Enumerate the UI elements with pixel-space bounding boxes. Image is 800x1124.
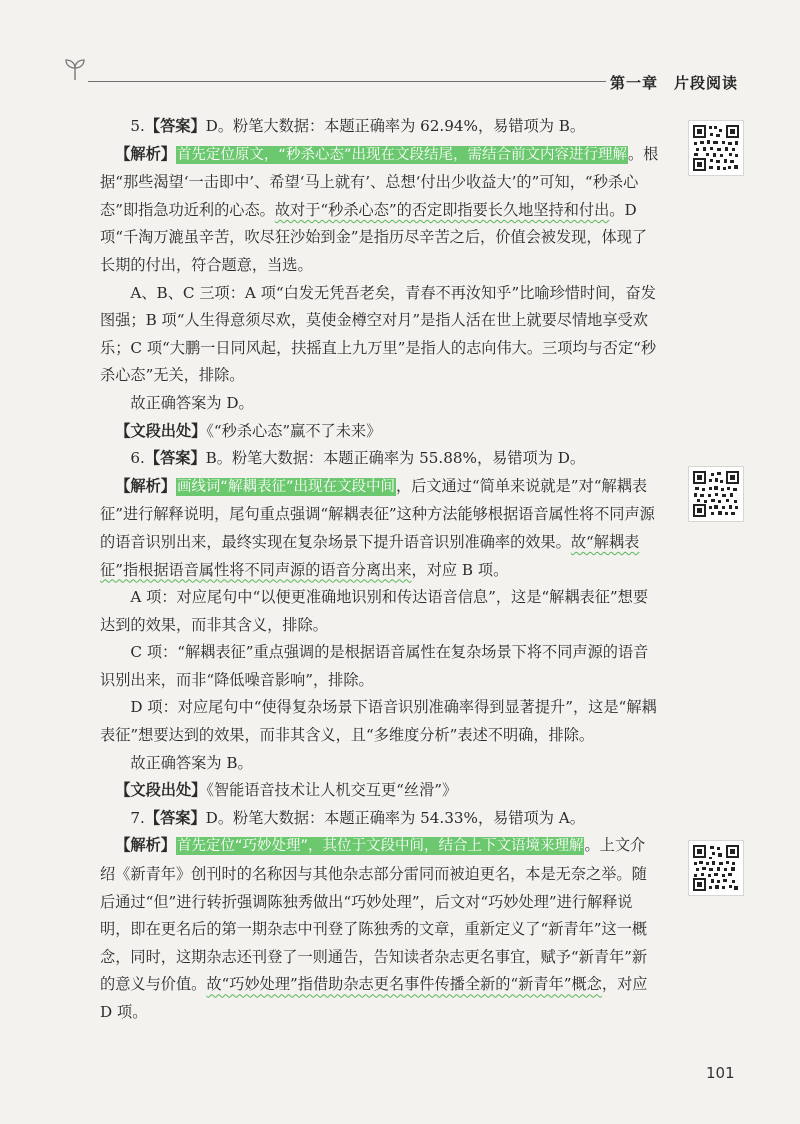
analysis-label: 【解析】 bbox=[115, 144, 176, 163]
analysis-paragraph bbox=[100, 141, 660, 280]
answer-line bbox=[100, 113, 660, 141]
page-header bbox=[0, 0, 800, 100]
sprout-icon bbox=[64, 56, 86, 82]
source-label: 【文段出处】 bbox=[115, 781, 207, 800]
question-number: 7. bbox=[130, 808, 145, 827]
key-sentence: 故对于“秒杀心态”的否定即指要长久地坚持和付出 bbox=[274, 200, 610, 219]
analysis-text: 。D 项“千淘万漉虽辛苦，吹尽狂沙始到金”是指历尽辛苦之后，价值会被发现，体现了长期的付出，符合题意，当选。 bbox=[100, 200, 648, 274]
source-label: 【文段出处】 bbox=[115, 421, 207, 440]
qr-code-icon[interactable] bbox=[688, 120, 744, 176]
source-text: 《“秒杀心态”赢不了未来》 bbox=[206, 421, 382, 440]
analysis-text: 。上文介绍《新青年》创刊时的名称因与其他杂志部分雷同而被迫更名，本是无奈之举。随后通过“但”进行转折强调陈独秀做出“巧妙处理”，后文对“巧妙处理”进行解释说明，即在更名后的第一期杂志中刊登了陈独秀的文章，重新定义了“新青年”这一概念，同时，这期杂志还刊登了一则通告，告知读者杂志更名事宜，赋予“新青年”新的意义与价值。 bbox=[100, 836, 648, 994]
answer-line bbox=[100, 805, 660, 833]
analysis-highlight: 首先定位“巧妙处理”，其位于文段中间，结合上下文语境来理解 bbox=[176, 838, 584, 855]
analysis-paragraph bbox=[100, 473, 660, 584]
analysis-label: 【解析】 bbox=[115, 836, 176, 855]
header-rule bbox=[88, 81, 606, 82]
conclusion: 故正确答案为 B。 bbox=[130, 753, 253, 772]
chapter-heading bbox=[610, 72, 738, 93]
key-sentence: 故“巧妙处理”指借助杂志更名事件传播全新的“新青年”概念 bbox=[206, 975, 602, 994]
qr-code-icon[interactable] bbox=[688, 466, 744, 522]
answer-label: 【答案】 bbox=[144, 808, 206, 827]
section-title: 片段阅读 bbox=[674, 74, 739, 92]
source-text: 《智能语音技术让人机交互更“丝滑”》 bbox=[206, 781, 458, 800]
option-analysis-paragraph: A、B、C 三项：A 项“白发无凭吾老矣，青春不再汝知乎”比喻珍惜时间，奋发图强；B 项“人生得意须尽欢，莫使金樽空对月”是指人活在世上就要尽情地享受欢乐；C 项“大鹏一日同风起，扶摇直上九万里”是指人的志向伟大。三项均与否定“秒杀心态”无关，排除。 bbox=[100, 283, 657, 385]
option-analysis-paragraph: A 项：对应尾句中“以便更准确地识别和传达语音信息”，这是“解耦表征”想要达到的效果，而非其含义，排除。 bbox=[100, 588, 649, 634]
analysis-paragraph bbox=[100, 832, 660, 1026]
answer-text: D。粉笔大数据：本题正确率为 54.33%，易错项为 A。 bbox=[205, 808, 585, 827]
analysis-text: ，后文通过“简单来说就是”对“解耦表征”进行解释说明，尾句重点强调“解耦表征”这种方法能够根据语音属性将不同声源的语音识别出来，最终实现在复杂场景下提升语音识别准确率的效果。 bbox=[100, 476, 655, 551]
qr-code-icon[interactable] bbox=[688, 840, 744, 896]
conclusion: 故正确答案为 D。 bbox=[130, 393, 254, 412]
answer-label: 【答案】 bbox=[144, 117, 206, 135]
analysis-text: ，对应 B 项。 bbox=[411, 560, 509, 579]
page-body bbox=[100, 113, 660, 1027]
answer-line bbox=[100, 445, 660, 473]
source-line bbox=[100, 777, 660, 805]
question-number: 5. bbox=[130, 117, 145, 135]
page-number: 101 bbox=[706, 1064, 735, 1082]
analysis-highlight: 首先定位原文，“秒杀心态”出现在文段结尾，需结合前文内容进行理解 bbox=[176, 146, 627, 163]
key-sentence: 故“解耦表征”指根据语音属性将不同声源的语音分离出来 bbox=[100, 532, 640, 579]
option-analysis-paragraph: C 项：“解耦表征”重点强调的是根据语音属性在复杂场景下将不同声源的语音识别出来，而非“降低噪音影响”，排除。 bbox=[100, 643, 649, 689]
answer-label: 【答案】 bbox=[144, 449, 206, 468]
chapter-label: 第一章 bbox=[610, 74, 659, 92]
answer-text: D。粉笔大数据：本题正确率为 62.94%，易错项为 B。 bbox=[205, 117, 586, 135]
analysis-text: 。根据“那些渴望‘一击即中’、希望‘马上就有’、总想‘付出少收益大’的”可知，“秒杀心态”即指急功近利的心态。 bbox=[100, 144, 659, 219]
answer-text: B。粉笔大数据：本题正确率为 55.88%，易错项为 D。 bbox=[205, 449, 586, 468]
option-analysis-paragraph: D 项：对应尾句中“使得复杂场景下语音识别准确率得到显著提升”，这是“解耦表征”想要达到的效果，而非其含义，且“多维度分析”表述不明确，排除。 bbox=[100, 698, 657, 745]
analysis-label: 【解析】 bbox=[115, 476, 176, 495]
source-line bbox=[100, 418, 660, 446]
question-number: 6. bbox=[130, 449, 145, 468]
analysis-highlight: 画线词“解耦表征”出现在文段中间 bbox=[176, 478, 395, 495]
analysis-text: ，对应 D 项。 bbox=[100, 975, 648, 1021]
